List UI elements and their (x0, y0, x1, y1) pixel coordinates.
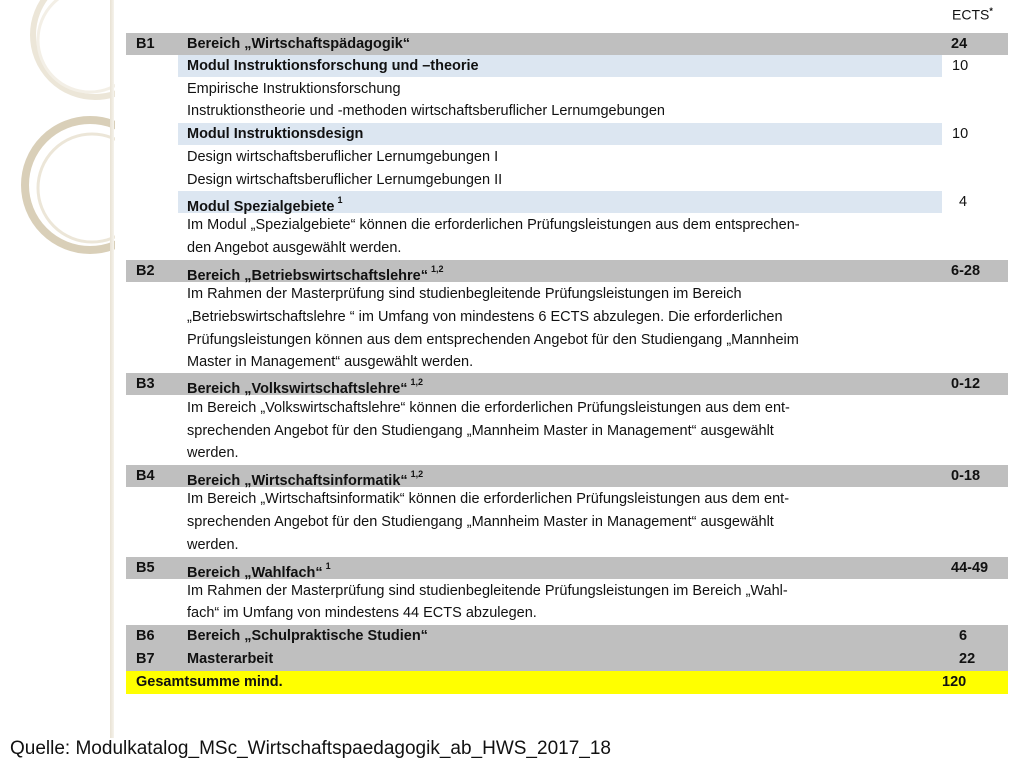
module-ects: 10 (952, 126, 969, 142)
module-instruktionsforschung (126, 55, 1008, 77)
module-spezialgebiete (126, 191, 1008, 213)
row-title: Bereich „Wahlfach“ (187, 564, 323, 581)
row-b4 (126, 465, 1008, 487)
row-code: B2 (136, 263, 155, 279)
row-code: B3 (136, 376, 155, 392)
footnote-mark: 1,2 (410, 377, 424, 387)
left-border-line (110, 0, 114, 738)
row-b7 (126, 648, 1008, 671)
total-ects: 120 (942, 674, 967, 690)
row-b5 (126, 557, 1008, 579)
row-total (126, 671, 1008, 694)
row-code: B4 (136, 468, 155, 484)
row-b1 (126, 33, 1008, 55)
row-ects: 44-49 (951, 560, 989, 576)
row-title: Bereich „Betriebswirtschaftslehre“ (187, 267, 428, 284)
footnote-mark: 1,2 (410, 469, 424, 479)
row-title: Bereich „Wirtschaftspädagogik“ (187, 36, 411, 52)
ects-column-header: ECTS* (952, 6, 993, 23)
row-b6-b7 (126, 625, 1008, 671)
total-label: Gesamtsumme mind. (136, 674, 283, 690)
decorative-rings (0, 0, 115, 768)
row-code: B7 (136, 651, 155, 667)
module-ects: 10 (952, 58, 969, 74)
footnote-mark: 1,2 (430, 264, 444, 274)
row-b2 (126, 260, 1008, 282)
row-ects: 6-28 (951, 263, 981, 279)
row-ects: 24 (951, 36, 968, 52)
row-code: B6 (136, 628, 155, 644)
module-title: Modul Instruktionsforschung und –theorie (187, 58, 479, 74)
row-ects: 22 (959, 651, 976, 667)
row-title: Bereich „Schulpraktische Studien“ (187, 628, 428, 644)
row-ects: 0-12 (951, 376, 981, 392)
row-title: Bereich „Volkswirtschaftslehre“ (187, 380, 408, 397)
row-code: B1 (136, 36, 155, 52)
row-ects: 0-18 (951, 468, 981, 484)
row-code: B5 (136, 560, 155, 576)
module-title: Modul Instruktionsdesign (187, 126, 364, 142)
row-b3 (126, 373, 1008, 395)
module-ects: 4 (959, 194, 968, 210)
row-ects: 6 (959, 628, 968, 644)
row-b6 (126, 625, 1008, 648)
module-title: Modul Spezialgebiete (187, 198, 335, 215)
row-title: Masterarbeit (187, 651, 274, 667)
footnote-mark: 1 (337, 195, 343, 205)
source-caption: Quelle: Modulkatalog_MSc_Wirtschaftspaedagogik_ab_HWS_2017_18 (10, 738, 611, 759)
footnote-mark: 1 (325, 561, 331, 571)
row-title: Bereich „Wirtschaftsinformatik“ (187, 472, 408, 489)
module-instruktionsdesign (126, 123, 1008, 145)
